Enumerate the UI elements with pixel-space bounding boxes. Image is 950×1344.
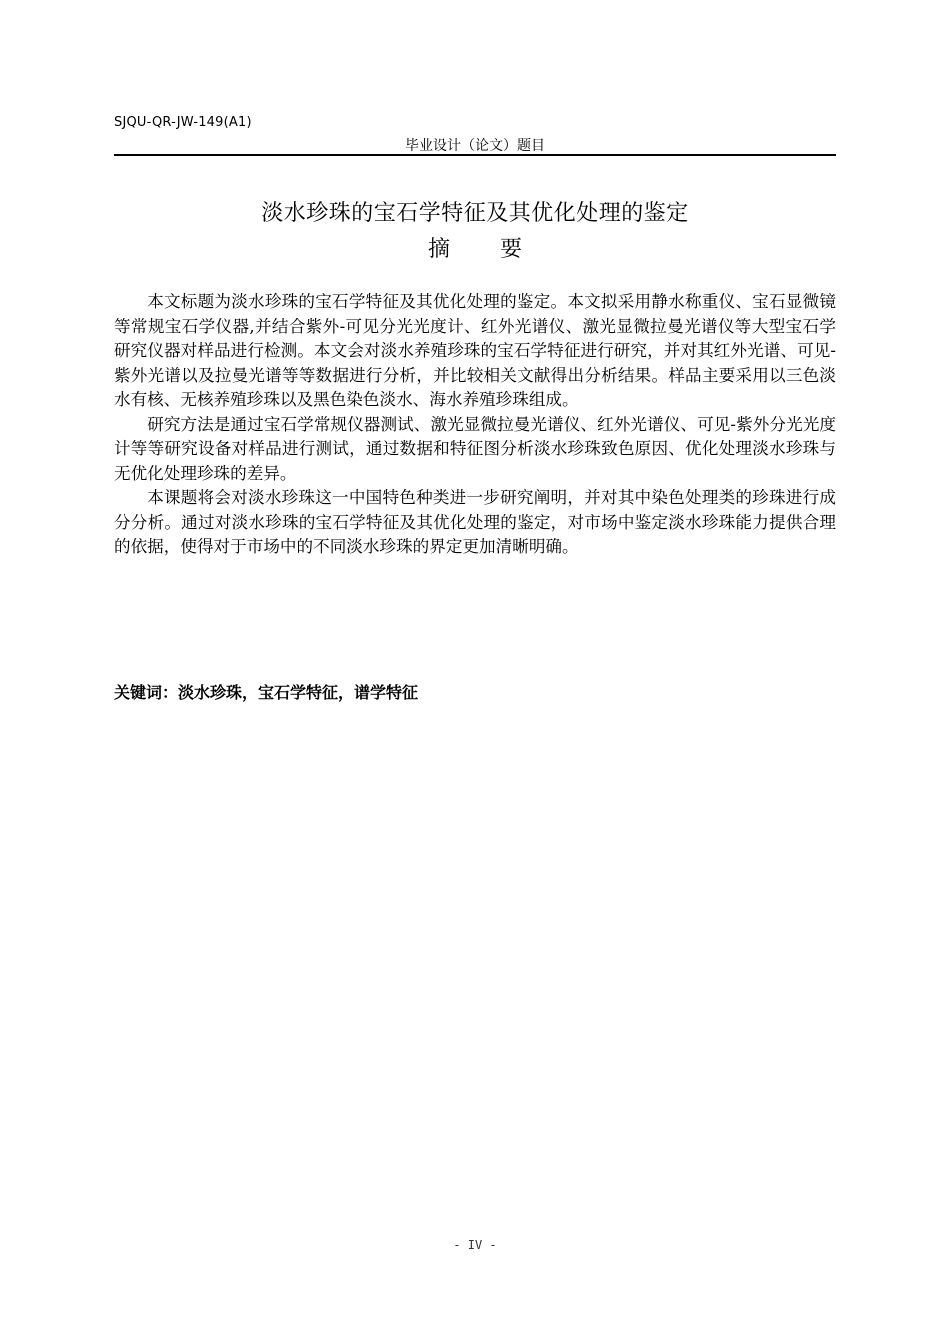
running-header-title: 毕业设计（论文）题目 — [405, 138, 545, 154]
abstract-paragraph: 本课题将会对淡水珍珠这一中国特色种类进一步研究阐明，并对其中染色处理类的珍珠进行成分分析。通过对淡水珍珠的宝石学特征及其优化处理的鉴定，对市场中鉴定淡水珍珠能力提供合理的依据，使得对于市场中的不同淡水珍珠的界定更加清晰明确。 — [114, 488, 836, 556]
abstract-paragraph: 本文标题为淡水珍珠的宝石学特征及其优化处理的鉴定。本文拟采用静水称重仪、宝石显微镜等常规宝石学仪器,并结合紫外-可见分光光度计、红外光谱仪、激光显微拉曼光谱仪等大型宝石学研究仪器对样品进行检测。本文会对淡水养殖珍珠的宝石学特征进行研究，并对其红外光谱、可见-紫外光谱以及拉曼光谱等等数据进行分析，并比较相关文献得出分析结果。样品主要采用以三色淡水有核、无核养殖珍珠以及黑色染色淡水、海水养殖珍珠组成。 — [114, 292, 836, 409]
page-number: - IV - — [453, 1238, 497, 1252]
abstract-paragraph: 研究方法是通过宝石学常规仪器测试、激光显微拉曼光谱仪、红外光谱仪、可见-紫外分光光度计等等研究设备对样品进行测试，通过数据和特征图分析淡水珍珠致色原因、优化处理淡水珍珠与无优化处理珍珠的差异。 — [114, 414, 836, 483]
keywords-line: 关键词：淡水珍珠，宝石学特征，谱学特征 — [114, 683, 419, 702]
header-divider — [114, 154, 836, 156]
abstract-body — [114, 290, 836, 560]
abstract-heading-char: 要 — [500, 237, 523, 262]
abstract-heading-char: 摘 — [427, 237, 450, 262]
abstract-heading — [114, 232, 836, 263]
document-code: SJQU-QR-JW-149(A1) — [114, 115, 252, 130]
paper-title: 淡水珍珠的宝石学特征及其优化处理的鉴定 — [261, 201, 689, 226]
